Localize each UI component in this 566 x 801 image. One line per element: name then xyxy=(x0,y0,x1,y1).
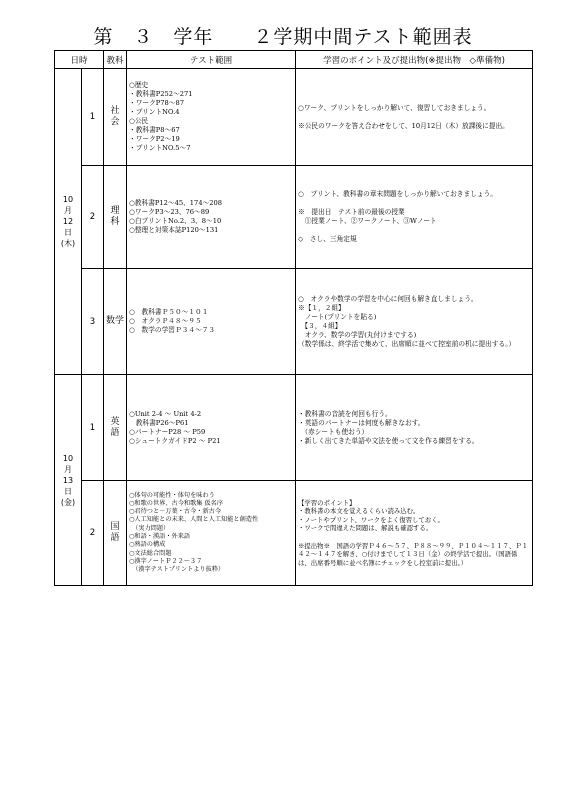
subject-cell: 理 科 xyxy=(104,166,127,269)
date-cell: 10 月 13 日 (金) xyxy=(55,375,82,586)
subject-cell: 数学 xyxy=(104,269,127,375)
table-row xyxy=(55,269,533,375)
points-cell: ○ プリント、教科書の章末問題をしっかり解いておきましょう。 ※ 提出日 テスト前の最後の授業 ①授業ノート、②ワークノート、③Wノート ◇ さし、三角定規 xyxy=(296,166,533,269)
table-row xyxy=(55,166,533,269)
range-cell: ○体句の可能性・体句を味わう ○和歌の世界、古今和歌集 仮名序 ○君待つと－万葉・古今・新古今 ○人工知能との未来、人間と人工知能と創造性 （実力問題） ○和語・漢語・外来語 ○熟語の構成 ○文法総合問題 ○漢字ノートＰ２２～３７ （漢字テストプリントより抜粋） xyxy=(127,481,296,586)
range-cell: ○教科書P12～45、174～208 ○ワークP3～23、76～89 ○白プリントNo.2、3、8～10 ○整理と対策本誌P120～131 xyxy=(127,166,296,269)
points-cell: 【学習のポイント】 ・教科書の本文を覚えるくらい読み込む。 ・ノートやプリント、ワークをよく復習しておく。 ・ワークで間違えた問題は、解説も確認する。 ※提出物※ 国語の学習Ｐ４６～５７、Ｐ８８～９９、Ｐ１０４～１１７、Ｐ１４２～１４７を解き、○付けまでして１３日（金）の終学活で提出。（国語係は、出席番号順に並べ名簿にチェックをし控室前に提出。） xyxy=(296,481,533,586)
period-cell: 3 xyxy=(82,269,104,375)
points-cell: ○ オクラや数学の学習を中心に何回も解き直しましょう。 ※【１，２組】 ノート(プリントを貼る) 【３，４組】 オクラ、数学の学習(丸付けまでする) （数学係は、終学活で集めて、出席順に並べて控室前の机に提出する。） xyxy=(296,269,533,375)
table-header-row xyxy=(55,51,533,69)
header-subject: 教科 xyxy=(104,51,127,69)
header-date: 日時 xyxy=(55,51,104,69)
points-cell: ・教科書の音読を何回も行う。 ・英語のパートナーは何度も解きなおす。 （赤シートも使おう） ・新しく出てきた単語や文法を使って文を作る練習をする。 xyxy=(296,375,533,481)
points-cell: ○ワーク、プリントをしっかり解いて、復習しておきましょう。 ※公民のワークを答え合わせをして、10月12日（木）放課後に提出。 xyxy=(296,69,533,166)
subject-cell: 国 語 xyxy=(104,481,127,586)
range-cell: ○歴史 ・教科書P252～271 ・ワークP78～87 ・プリントNO.4 ○公民 ・教科書P8～67 ・ワークP2～19 ・プリントNO.5～7 xyxy=(127,69,296,166)
header-points: 学習のポイント及び提出物(※提出物 ◇準備物) xyxy=(296,51,533,69)
date-cell: 10 月 12 日 (木) xyxy=(55,69,82,375)
header-range: テスト範囲 xyxy=(127,51,296,69)
table-row xyxy=(55,481,533,586)
test-range-table xyxy=(54,50,533,586)
period-cell: 1 xyxy=(82,375,104,481)
period-cell: 2 xyxy=(82,481,104,586)
subject-cell: 英 語 xyxy=(104,375,127,481)
range-cell: ○ 教科書Ｐ５０～１０１ ○ オクラＰ４８～９５ ○ 数学の学習Ｐ３４～７３ xyxy=(127,269,296,375)
table-row xyxy=(55,375,533,481)
period-cell: 2 xyxy=(82,166,104,269)
page-title: 第 ３ 学年 ２学期中間テスト範囲表 xyxy=(93,26,473,48)
subject-cell: 社 会 xyxy=(104,69,127,166)
table-row xyxy=(55,69,533,166)
range-cell: ○Unit 2-4 ～ Unit 4-2 教科書P26～P61 ○パートナーP28 ～ P59 ○シュートクガイドP2 ～ P21 xyxy=(127,375,296,481)
period-cell: 1 xyxy=(82,69,104,166)
